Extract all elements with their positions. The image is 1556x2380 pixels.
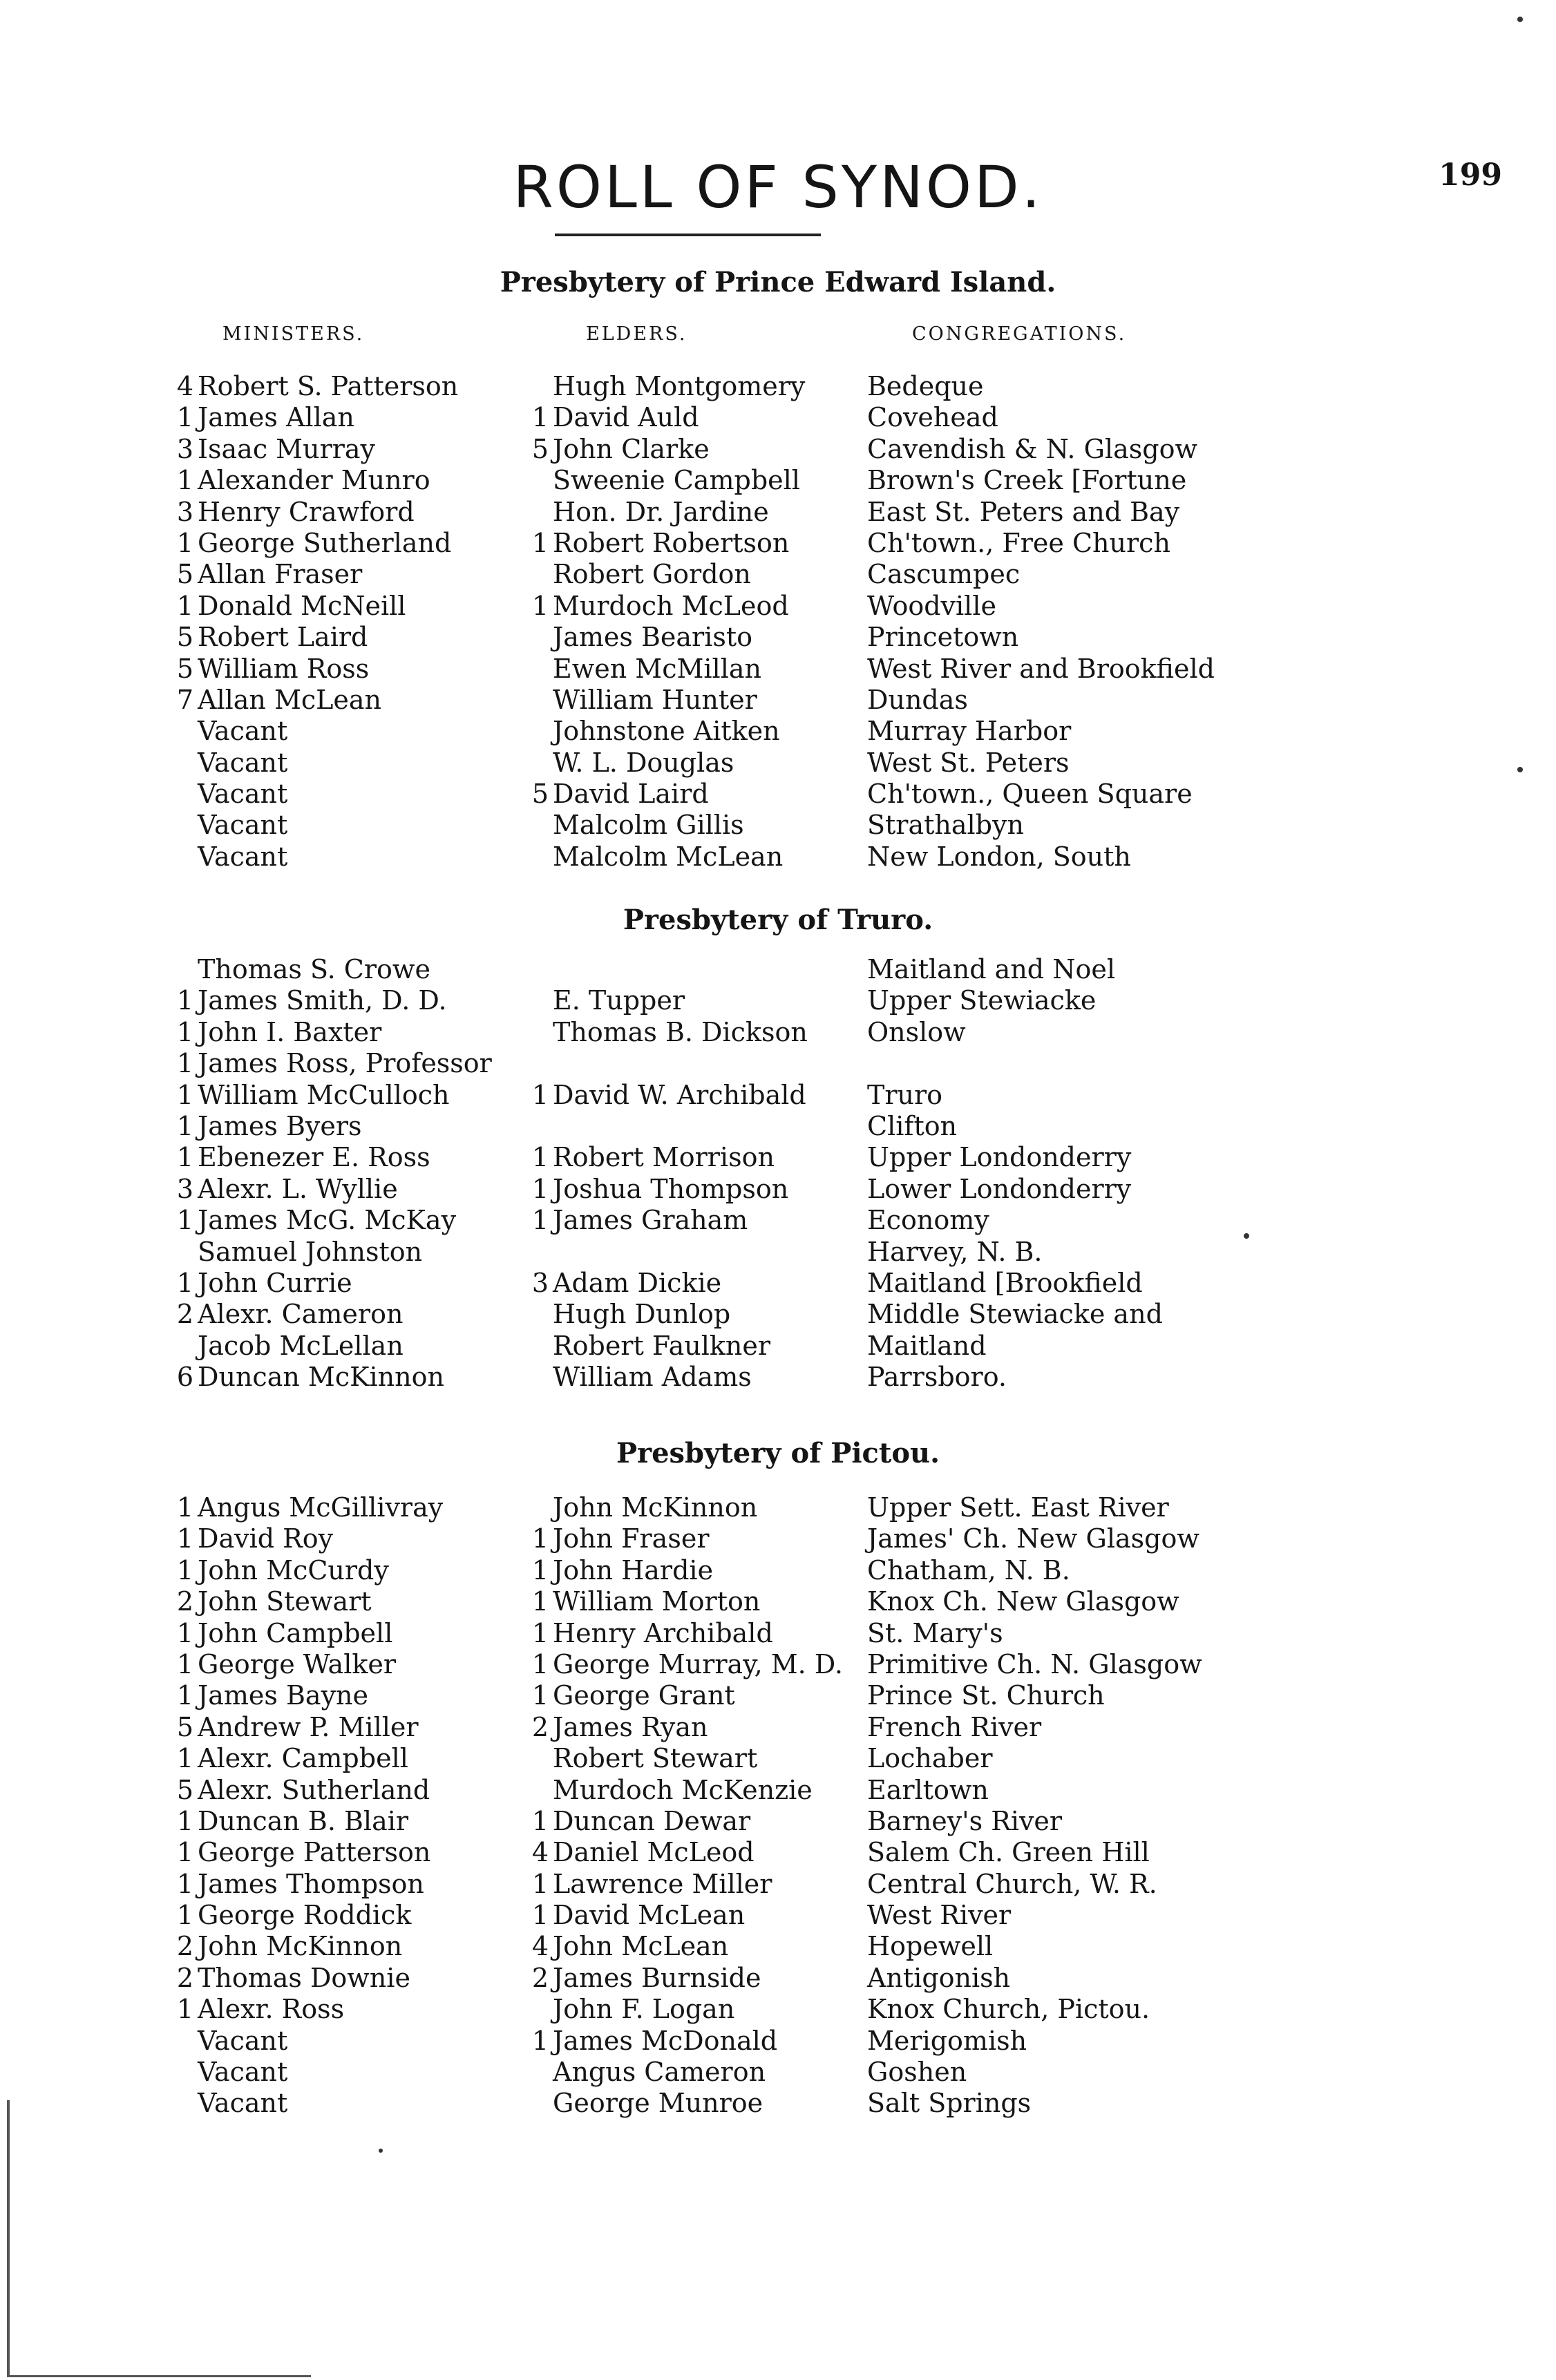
minister-name: Samuel Johnston bbox=[198, 1236, 423, 1267]
minister-count: 1 bbox=[176, 465, 193, 496]
minister-count: 1 bbox=[176, 402, 193, 433]
congregation-name: Earltown bbox=[867, 1774, 989, 1805]
minister-count: 2 bbox=[176, 1586, 193, 1617]
minister-name: Vacant bbox=[198, 747, 288, 778]
elder-name: Sweenie Campbell bbox=[553, 465, 800, 496]
minister-count: 1 bbox=[176, 1648, 193, 1679]
minister-name: Isaac Murray bbox=[198, 433, 376, 464]
minister-count: 1 bbox=[176, 1680, 193, 1711]
roll-row bbox=[0, 1618, 1556, 1649]
congregation-name: Hopewell bbox=[867, 1931, 994, 1962]
elder-name: John McKinnon bbox=[553, 1492, 758, 1523]
minister-count: 2 bbox=[176, 1299, 193, 1330]
congregation-name: Onslow bbox=[867, 1016, 966, 1047]
congregation-name: Dundas bbox=[867, 684, 968, 715]
roll-row bbox=[0, 1080, 1556, 1111]
minister-name: Vacant bbox=[198, 841, 288, 872]
elder-count: 5 bbox=[531, 779, 549, 810]
print-speck bbox=[1244, 1233, 1249, 1239]
congregation-name: French River bbox=[867, 1711, 1042, 1742]
roll-row bbox=[0, 1680, 1556, 1711]
minister-name: George Sutherland bbox=[198, 527, 452, 558]
congregation-name: Ch'town., Free Church bbox=[867, 527, 1170, 558]
elder-name: Hugh Dunlop bbox=[553, 1299, 731, 1330]
congregation-name: Antigonish bbox=[867, 1962, 1011, 1993]
presbytery-heading-pictou: Presbytery of Pictou. bbox=[616, 1437, 940, 1469]
elder-name: William Adams bbox=[553, 1362, 752, 1393]
page-number: 199 bbox=[1439, 158, 1502, 193]
minister-count: 1 bbox=[176, 590, 193, 621]
congregation-name: Prince St. Church bbox=[867, 1680, 1105, 1711]
elder-count: 1 bbox=[531, 1586, 549, 1617]
minister-count: 1 bbox=[176, 1994, 193, 2025]
minister-name: Alexr. Campbell bbox=[198, 1743, 408, 1774]
roll-row bbox=[0, 716, 1556, 747]
minister-count: 1 bbox=[176, 1868, 193, 1899]
congregation-name: Bedeque bbox=[867, 371, 984, 401]
elder-name: John F. Logan bbox=[553, 1994, 735, 2025]
congregation-name: James' Ch. New Glasgow bbox=[867, 1523, 1199, 1554]
print-speck bbox=[1517, 17, 1523, 22]
roll-row bbox=[0, 1362, 1556, 1393]
roll-row bbox=[0, 1743, 1556, 1774]
minister-name: Alexr. L. Wyllie bbox=[198, 1173, 398, 1204]
minister-name: Alexr. Ross bbox=[198, 1994, 345, 2025]
roll-row bbox=[0, 465, 1556, 496]
elder-name: Joshua Thompson bbox=[553, 1173, 789, 1204]
minister-name: George Roddick bbox=[198, 1900, 412, 1931]
congregation-name: Primitive Ch. N. Glasgow bbox=[867, 1648, 1202, 1679]
minister-name: James Smith, D. D. bbox=[198, 985, 447, 1016]
presbytery-heading-pei: Presbytery of Prince Edward Island. bbox=[500, 266, 1056, 298]
minister-name: James Ross, Professor bbox=[198, 1048, 492, 1079]
elder-count: 1 bbox=[531, 1079, 549, 1110]
elder-count: 1 bbox=[531, 590, 549, 621]
roll-row bbox=[0, 1142, 1556, 1173]
minister-name: James Thompson bbox=[198, 1868, 424, 1899]
minister-name: Vacant bbox=[198, 779, 288, 810]
elder-count: 1 bbox=[531, 1648, 549, 1679]
presbytery-rows-pictou bbox=[0, 1492, 1556, 2120]
elder-count: 1 bbox=[531, 2025, 549, 2056]
minister-count: 1 bbox=[176, 1110, 193, 1141]
minister-name: Robert S. Patterson bbox=[198, 371, 459, 401]
minister-name: Alexander Munro bbox=[198, 465, 430, 496]
roll-row bbox=[0, 1299, 1556, 1330]
minister-name: Thomas S. Crowe bbox=[198, 954, 430, 984]
elder-count: 1 bbox=[531, 527, 549, 558]
elder-name: W. L. Douglas bbox=[553, 747, 734, 778]
minister-count: 1 bbox=[176, 985, 193, 1016]
elder-count: 1 bbox=[531, 1617, 549, 1648]
roll-row bbox=[0, 1649, 1556, 1680]
congregation-name: Knox Church, Pictou. bbox=[867, 1994, 1150, 2025]
elder-name: Johnstone Aitken bbox=[553, 716, 780, 747]
roll-row bbox=[0, 622, 1556, 653]
roll-row bbox=[0, 2057, 1556, 2088]
elder-name: George Munroe bbox=[553, 2088, 763, 2119]
print-speck bbox=[379, 2149, 383, 2153]
congregation-name: Middle Stewiacke and bbox=[867, 1299, 1163, 1330]
elder-name: Duncan Dewar bbox=[553, 1805, 751, 1836]
roll-row bbox=[0, 2026, 1556, 2057]
minister-count: 1 bbox=[176, 1492, 193, 1523]
congregation-name: Merigomish bbox=[867, 2025, 1027, 2056]
congregation-name: Barney's River bbox=[867, 1805, 1063, 1836]
minister-name: Vacant bbox=[198, 2088, 288, 2119]
elder-name: William Hunter bbox=[553, 684, 757, 715]
elder-name: David Auld bbox=[553, 402, 699, 433]
roll-row bbox=[0, 810, 1556, 841]
running-title: ROLL OF SYNOD. bbox=[513, 153, 1043, 221]
congregation-name: Chatham, N. B. bbox=[867, 1554, 1070, 1586]
minister-count: 1 bbox=[176, 1016, 193, 1047]
congregation-name: West River bbox=[867, 1900, 1012, 1931]
congregation-name: East St. Peters and Bay bbox=[867, 496, 1180, 527]
column-header-ministers: MINISTERS. bbox=[222, 323, 365, 345]
minister-name: John McCurdy bbox=[198, 1554, 389, 1586]
congregation-name: Maitland bbox=[867, 1330, 987, 1361]
elder-count: 1 bbox=[531, 1142, 549, 1173]
elder-count: 1 bbox=[531, 1868, 549, 1899]
minister-count: 2 bbox=[176, 1931, 193, 1962]
minister-count: 6 bbox=[176, 1362, 193, 1393]
elder-name: Robert Morrison bbox=[553, 1142, 775, 1173]
elder-count: 1 bbox=[531, 1554, 549, 1586]
minister-name: Vacant bbox=[198, 810, 288, 841]
minister-count: 5 bbox=[176, 559, 193, 590]
roll-row bbox=[0, 1775, 1556, 1806]
congregation-name: Economy bbox=[867, 1205, 989, 1236]
minister-count: 3 bbox=[176, 433, 193, 464]
minister-name: Donald McNeill bbox=[198, 590, 406, 621]
minister-name: Thomas Downie bbox=[198, 1962, 410, 1993]
title-rule bbox=[555, 234, 821, 236]
minister-name: John Currie bbox=[198, 1267, 352, 1298]
roll-row bbox=[0, 1963, 1556, 1994]
minister-count: 1 bbox=[176, 1267, 193, 1298]
elder-name: Robert Gordon bbox=[553, 559, 751, 590]
roll-row bbox=[0, 497, 1556, 528]
congregation-name: Clifton bbox=[867, 1110, 958, 1141]
congregation-name: Upper Sett. East River bbox=[867, 1492, 1169, 1523]
elder-name: Thomas B. Dickson bbox=[553, 1016, 808, 1047]
elder-name: William Morton bbox=[553, 1586, 761, 1617]
minister-name: John McKinnon bbox=[198, 1931, 403, 1962]
minister-name: Vacant bbox=[198, 2057, 288, 2088]
minister-name: Henry Crawford bbox=[198, 496, 415, 527]
roll-row bbox=[0, 2088, 1556, 2119]
minister-count: 2 bbox=[176, 1962, 193, 1993]
minister-name: Angus McGillivray bbox=[198, 1492, 444, 1523]
roll-row bbox=[0, 1492, 1556, 1523]
minister-count: 1 bbox=[176, 1079, 193, 1110]
minister-name: Duncan B. Blair bbox=[198, 1805, 409, 1836]
congregation-name: Upper Stewiacke bbox=[867, 985, 1097, 1016]
minister-name: John I. Baxter bbox=[198, 1016, 382, 1047]
roll-row bbox=[0, 954, 1556, 985]
minister-name: William McCulloch bbox=[198, 1079, 450, 1110]
roll-row bbox=[0, 371, 1556, 402]
elder-name: John Clarke bbox=[553, 433, 710, 464]
minister-name: Alexr. Sutherland bbox=[198, 1774, 430, 1805]
congregation-name: New London, South bbox=[867, 841, 1131, 872]
roll-row bbox=[0, 591, 1556, 622]
roll-row bbox=[0, 1931, 1556, 1962]
minister-count: 5 bbox=[176, 653, 193, 684]
minister-count: 1 bbox=[176, 527, 193, 558]
presbytery-rows-pei bbox=[0, 371, 1556, 873]
minister-count: 5 bbox=[176, 622, 193, 653]
elder-name: James Ryan bbox=[553, 1711, 708, 1742]
elder-count: 4 bbox=[531, 1837, 549, 1868]
congregation-name: Lower Londonderry bbox=[867, 1173, 1132, 1204]
congregation-name: Truro bbox=[867, 1079, 943, 1110]
congregation-name: West River and Brookfield bbox=[867, 653, 1215, 684]
elder-name: George Murray, M. D. bbox=[553, 1648, 843, 1679]
minister-name: James Bayne bbox=[198, 1680, 368, 1711]
congregation-name: Lochaber bbox=[867, 1743, 993, 1774]
elder-count: 1 bbox=[531, 1680, 549, 1711]
minister-name: Jacob McLellan bbox=[198, 1330, 404, 1361]
minister-name: George Patterson bbox=[198, 1837, 431, 1868]
minister-name: George Walker bbox=[198, 1648, 397, 1679]
roll-row bbox=[0, 1523, 1556, 1554]
minister-count: 1 bbox=[176, 1743, 193, 1774]
elder-name: Robert Faulkner bbox=[553, 1330, 771, 1361]
minister-name: William Ross bbox=[198, 653, 370, 684]
presbytery-rows-truro bbox=[0, 954, 1556, 1393]
minister-count: 1 bbox=[176, 1048, 193, 1079]
elder-name: Murdoch McKenzie bbox=[553, 1774, 813, 1805]
elder-count: 1 bbox=[531, 1523, 549, 1554]
congregation-name: Central Church, W. R. bbox=[867, 1868, 1157, 1899]
roll-row bbox=[0, 434, 1556, 465]
presbytery-heading-truro: Presbytery of Truro. bbox=[623, 904, 933, 936]
elder-name: James Graham bbox=[553, 1205, 748, 1236]
minister-count: 1 bbox=[176, 1554, 193, 1586]
elder-name: James Burnside bbox=[553, 1962, 761, 1993]
congregation-name: Goshen bbox=[867, 2057, 967, 2088]
congregation-name: West St. Peters bbox=[867, 747, 1070, 778]
elder-name: Malcolm McLean bbox=[553, 841, 784, 872]
congregation-name: Harvey, N. B. bbox=[867, 1236, 1043, 1267]
elder-count: 1 bbox=[531, 1805, 549, 1836]
roll-row bbox=[0, 841, 1556, 873]
elder-name: Ewen McMillan bbox=[553, 653, 761, 684]
roll-row bbox=[0, 685, 1556, 716]
binding-edge-line bbox=[7, 2100, 10, 2377]
roll-row bbox=[0, 748, 1556, 779]
congregation-name: Covehead bbox=[867, 402, 998, 433]
minister-count: 1 bbox=[176, 1900, 193, 1931]
elder-name: James McDonald bbox=[553, 2025, 778, 2056]
elder-count: 4 bbox=[531, 1931, 549, 1962]
elder-name: Daniel McLeod bbox=[553, 1837, 755, 1868]
elder-name: E. Tupper bbox=[553, 985, 685, 1016]
elder-count: 1 bbox=[531, 1173, 549, 1204]
minister-name: John Campbell bbox=[198, 1617, 393, 1648]
minister-count: 1 bbox=[176, 1142, 193, 1173]
roll-row bbox=[0, 1806, 1556, 1837]
minister-name: James McG. McKay bbox=[198, 1205, 457, 1236]
roll-row bbox=[0, 1048, 1556, 1079]
elder-count: 5 bbox=[531, 433, 549, 464]
roll-row bbox=[0, 654, 1556, 685]
elder-count: 2 bbox=[531, 1962, 549, 1993]
bottom-edge-line bbox=[7, 2375, 311, 2377]
roll-row bbox=[0, 1111, 1556, 1142]
elder-name: James Bearisto bbox=[553, 622, 753, 653]
roll-row bbox=[0, 1331, 1556, 1362]
congregation-name: Woodville bbox=[867, 590, 996, 621]
elder-count: 1 bbox=[531, 1205, 549, 1236]
elder-name: John McLean bbox=[553, 1931, 729, 1962]
congregation-name: Ch'town., Queen Square bbox=[867, 779, 1193, 810]
elder-name: Adam Dickie bbox=[553, 1267, 722, 1298]
elder-name: Lawrence Miller bbox=[553, 1868, 772, 1899]
minister-count: 1 bbox=[176, 1523, 193, 1554]
congregation-name: Princetown bbox=[867, 622, 1019, 653]
elder-name: John Hardie bbox=[553, 1554, 714, 1586]
minister-count: 3 bbox=[176, 1173, 193, 1204]
elder-count: 3 bbox=[531, 1267, 549, 1298]
column-header-congregations: CONGREGATIONS. bbox=[912, 323, 1127, 345]
roll-row bbox=[0, 1900, 1556, 1931]
elder-count: 2 bbox=[531, 1711, 549, 1742]
print-speck bbox=[1517, 767, 1523, 772]
roll-row bbox=[0, 1174, 1556, 1205]
minister-name: Robert Laird bbox=[198, 622, 368, 653]
roll-row bbox=[0, 985, 1556, 1016]
minister-count: 3 bbox=[176, 496, 193, 527]
congregation-name: Cascumpec bbox=[867, 559, 1021, 590]
congregation-name: Parrsboro. bbox=[867, 1362, 1007, 1393]
elder-name: Hon. Dr. Jardine bbox=[553, 496, 769, 527]
elder-name: Angus Cameron bbox=[553, 2057, 766, 2088]
congregation-name: Brown's Creek [Fortune bbox=[867, 465, 1187, 496]
roll-row bbox=[0, 779, 1556, 810]
column-headers bbox=[0, 323, 1556, 358]
congregation-name: Upper Londonderry bbox=[867, 1142, 1132, 1173]
elder-name: David W. Archibald bbox=[553, 1079, 806, 1110]
roll-row bbox=[0, 1017, 1556, 1048]
minister-count: 1 bbox=[176, 1805, 193, 1836]
minister-name: John Stewart bbox=[198, 1586, 372, 1617]
minister-name: Allan Fraser bbox=[198, 559, 363, 590]
elder-name: George Grant bbox=[553, 1680, 735, 1711]
elder-name: Henry Archibald bbox=[553, 1617, 773, 1648]
roll-row bbox=[0, 1555, 1556, 1586]
elder-name: David McLean bbox=[553, 1900, 746, 1931]
minister-name: Allan McLean bbox=[198, 684, 381, 715]
congregation-name: Salt Springs bbox=[867, 2088, 1032, 2119]
elder-name: Murdoch McLeod bbox=[553, 590, 789, 621]
roll-row bbox=[0, 1268, 1556, 1299]
minister-count: 7 bbox=[176, 684, 193, 715]
minister-count: 5 bbox=[176, 1711, 193, 1742]
minister-count: 1 bbox=[176, 1837, 193, 1868]
minister-count: 1 bbox=[176, 1205, 193, 1236]
elder-name: David Laird bbox=[553, 779, 709, 810]
minister-count: 5 bbox=[176, 1774, 193, 1805]
roll-row bbox=[0, 1712, 1556, 1743]
elder-name: Robert Robertson bbox=[553, 527, 790, 558]
roll-row bbox=[0, 1586, 1556, 1617]
minister-name: James Allan bbox=[198, 402, 354, 433]
minister-name: Vacant bbox=[198, 2025, 288, 2056]
minister-count: 1 bbox=[176, 1617, 193, 1648]
congregation-name: Knox Ch. New Glasgow bbox=[867, 1586, 1179, 1617]
elder-name: John Fraser bbox=[553, 1523, 710, 1554]
elder-name: Malcolm Gillis bbox=[553, 810, 744, 841]
roll-row bbox=[0, 1205, 1556, 1236]
congregation-name: Strathalbyn bbox=[867, 810, 1024, 841]
minister-name: Duncan McKinnon bbox=[198, 1362, 444, 1393]
elder-count: 1 bbox=[531, 402, 549, 433]
congregation-name: St. Mary's bbox=[867, 1617, 1003, 1648]
congregation-name: Maitland and Noel bbox=[867, 954, 1115, 984]
elder-name: Hugh Montgomery bbox=[553, 371, 806, 401]
roll-row bbox=[0, 1237, 1556, 1268]
minister-name: Andrew P. Miller bbox=[198, 1711, 419, 1742]
minister-name: Vacant bbox=[198, 716, 288, 747]
minister-count: 4 bbox=[176, 371, 193, 401]
elder-name: Robert Stewart bbox=[553, 1743, 758, 1774]
roll-row bbox=[0, 1869, 1556, 1900]
congregation-name: Salem Ch. Green Hill bbox=[867, 1837, 1150, 1868]
minister-name: Ebenezer E. Ross bbox=[198, 1142, 430, 1173]
roll-row bbox=[0, 402, 1556, 433]
congregation-name: Murray Harbor bbox=[867, 716, 1072, 747]
roll-row bbox=[0, 559, 1556, 590]
roll-row bbox=[0, 528, 1556, 559]
minister-name: Alexr. Cameron bbox=[198, 1299, 404, 1330]
congregation-name: Maitland [Brookfield bbox=[867, 1267, 1143, 1298]
minister-name: James Byers bbox=[198, 1110, 362, 1141]
column-header-elders: ELDERS. bbox=[586, 323, 687, 345]
congregation-name: Cavendish & N. Glasgow bbox=[867, 433, 1197, 464]
elder-count: 1 bbox=[531, 1900, 549, 1931]
roll-row bbox=[0, 1994, 1556, 2025]
minister-name: David Roy bbox=[198, 1523, 334, 1554]
roll-row bbox=[0, 1837, 1556, 1868]
